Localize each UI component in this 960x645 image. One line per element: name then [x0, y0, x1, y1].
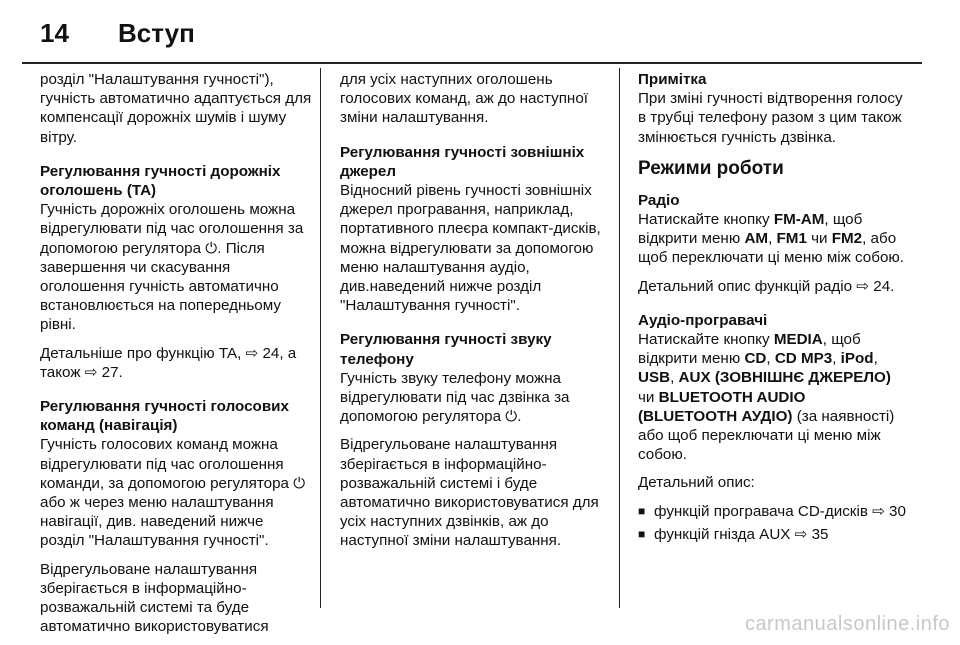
fm1-menu-label: FM1: [776, 230, 807, 248]
radio-heading: Радіо: [638, 191, 680, 209]
cd-menu-label: CD: [744, 350, 767, 368]
fm2-menu-label: FM2: [831, 230, 863, 248]
page-title: Вступ: [118, 18, 195, 48]
am-menu-label: AM: [744, 230, 769, 248]
column-divider-1: [320, 68, 321, 608]
note-heading: Примітка: [638, 71, 707, 88]
column-1: [40, 70, 312, 645]
audio-paragraph: [638, 330, 906, 464]
col1-heading-voice: Регулювання гучності голосових команд (навігація): [40, 398, 289, 435]
col2-heading-external: Регулювання гучності зовнішніх джерел: [340, 143, 585, 180]
text-run: ,: [766, 350, 775, 368]
text-run: чи: [806, 230, 832, 248]
text-run: ,: [873, 350, 878, 368]
usb-menu-label: USB: [638, 369, 671, 387]
column-2: [340, 70, 612, 560]
col1-paragraph-2: Гучність дорожніх оголошень можна відрегулювати під час оголошення за допомогою регулятора ⏻. Після завершення чи скасування оголошення гучність автоматично встановлюється на попередньому рівні.: [40, 201, 304, 334]
text-run: , щоб відкрити меню: [638, 211, 863, 248]
column-divider-2: [619, 68, 620, 608]
col1-heading-ta: Регулювання гучності дорожніх оголошень (TA): [40, 162, 281, 200]
text-run: (за наявності) або щоб переключати ці меню між собою.: [638, 407, 895, 464]
col2-heading-phone: Регулювання гучності звуку телефону: [340, 331, 552, 368]
header-rule: [22, 62, 922, 64]
col2-paragraph-4: Відрегульоване налаштування зберігається в інформаційно-розважальній системі і буде автоматично використовуватися для усіх наступних дзвінків, аж до наступної зміни налаштування.: [340, 436, 599, 550]
audio-heading: Аудіо-програвачі: [638, 311, 768, 329]
col2-paragraph-3: Гучність звуку телефону можна відрегулювати під час дзвінка за допомогою регулятора ⏻.: [340, 369, 570, 426]
col1-paragraph-1: розділ "Налаштування гучності"), гучність автоматично адаптується для компенсації дорожніх шумів і шуму вітру.: [40, 71, 312, 146]
watermark-text: carmanualsonline.info: [744, 613, 950, 635]
bluetooth-audio-menu-label: BLUETOOTH AUDIO (BLUETOOTH АУДІО): [638, 388, 806, 425]
text-run: ,: [832, 350, 841, 368]
page-header: [0, 0, 960, 62]
text-run: , щоб відкрити меню: [638, 331, 861, 368]
page-number: 14: [40, 18, 69, 48]
fm-am-button-label: FM-AM: [773, 211, 825, 229]
text-run: ,: [670, 369, 679, 387]
col1-paragraph-4: Гучність голосових команд можна відрегулювати під час оголошення команди, за допомогою регулятора ⏻ або ж через меню налаштування навігації, див. наведений нижче розділ "Налаштування гучності".: [40, 436, 306, 550]
text-run: Натискайте кнопку: [638, 211, 774, 229]
cd-mp3-menu-label: CD MP3: [774, 350, 833, 368]
detail-label: Детальний опис:: [638, 474, 755, 492]
text-run: Натискайте кнопку: [638, 331, 774, 349]
text-run: ,: [768, 230, 777, 248]
radio-paragraph-1: [638, 210, 906, 268]
column-3: [638, 70, 906, 548]
col2-paragraph-2: Відносний рівень гучності зовнішніх джерел програвання, наприклад, портативного плеєра компакт-дисків, можна відрегулювати за допомогою меню налаштування аудіо, див.наведений нижче розділ "Налаштування гучності".: [340, 182, 601, 315]
bullet-item-aux: ■ функцій гнізда AUX ⇨ 35: [638, 525, 906, 544]
media-button-label: MEDIA: [773, 331, 823, 349]
note-text: При зміні гучності відтворення голосу в трубці телефону разом з цим також змінюється гучність дзвінка.: [638, 90, 903, 146]
section-title-modes: Режими роботи: [638, 157, 784, 179]
col2-paragraph-1: для усіх наступних оголошень голосових команд, аж до наступної зміни налаштування.: [340, 71, 588, 127]
ipod-menu-label: iPod: [840, 350, 874, 368]
text-run: , або щоб переключати ці меню між собою.: [638, 230, 905, 267]
col1-paragraph-5: Відрегульоване налаштування зберігається в інформаційно-розважальній системі та буде автоматично використовуватися: [40, 560, 269, 636]
col1-paragraph-3: Детальніше про функцію TA, ⇨ 24, а також ⇨ 27.: [40, 344, 297, 381]
radio-paragraph-2: Детальний опис функцій радіо ⇨ 24.: [638, 277, 895, 295]
text-run: чи: [638, 388, 659, 406]
bullet-item-cd: ■ функцій програвача CD-дисків ⇨ 30: [638, 502, 906, 521]
aux-menu-label: AUX (ЗОВНІШНЄ ДЖЕРЕЛО): [678, 369, 891, 387]
